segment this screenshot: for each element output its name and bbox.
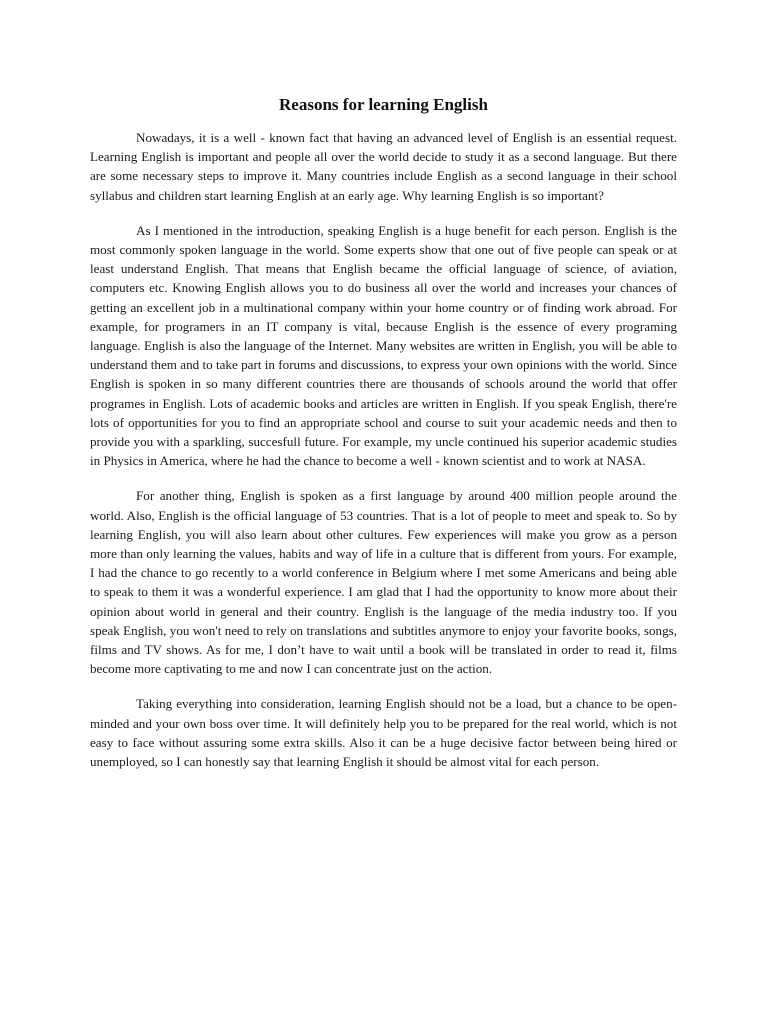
- paragraph-conclusion: Taking everything into consideration, learning English should not be a load, but a chance to be open-minded and your own boss over time. It will definitely help you to be prepared for the real world, which is not easy to face without assuring some extra skills. Also it can be a huge decisive factor between being hired or unemployed, so I can honestly say that learning English it should be almost vital for each person.: [90, 696, 677, 770]
- essay-body: [90, 92, 677, 787]
- essay-title: Reasons for learning English: [279, 95, 488, 114]
- paragraph-benefits: As I mentioned in the introduction, speaking English is a huge benefit for each person. English is the most commonly spoken language in the world. Some experts show that one out of five people can speak or at least understand English. That means that English became the official language of science, of aviation, computers etc. Knowing English allows you to do business all over the world and increases your chances of getting an excellent job in a multinational company within your home country or of finding work abroad. For example, for programers in an IT company is vital, because English is the essence of every programing language. English is also the language of the Internet. Many websites are written in English, you will be able to understand them and to take part in forums and discussions, to express your own opinions with the world. Since English is spoken in so many different countries there are thousands of schools around the world that offer programes in English. Lots of academic books and articles are written in English. If you speak English, there're lots of opportunities for you to find an appropriate school and course to suit your academic needs and then to provide you with a sparkling, succesfull future. For example, my uncle continued his superior academic studies in Physics in America, where he had the chance to become a well - known scientist and to work at NASA.: [90, 222, 677, 469]
- paragraph-cultures: For another thing, English is spoken as a first language by around 400 million people around the world. Also, English is the official language of 53 countries. That is a lot of people to meet and speak to. So by learning English, you will also learn about other cultures. Few experiences will make you grow as a person more than only learning the values, habits and way of life in a culture that is different from yours. For example, I had the chance to go recently to a world conference in Belgium where I met some Americans and being able to speak to them it was a wonderful experience. I am glad that I had the opportunity to know more about their opinion about world in general and their country. English is the language of the media industry too. If you speak English, you won't need to rely on translations and subtitles anymore to enjoy your favorite books, songs, films and TV shows. As for me, I don’t have to wait until a book will be translated in order to read it, films become more captivating to me and now I can concentrate just on the action.: [90, 488, 677, 677]
- paragraph-introduction: Nowadays, it is a well - known fact that having an advanced level of English is an essential request. Learning English is important and people all over the world decide to study it as a second language. But there are some necessary steps to improve it. Many countries include English as a second language in their school syllabus and children start learning English at an early age. Why learning English is so important?: [90, 130, 677, 203]
